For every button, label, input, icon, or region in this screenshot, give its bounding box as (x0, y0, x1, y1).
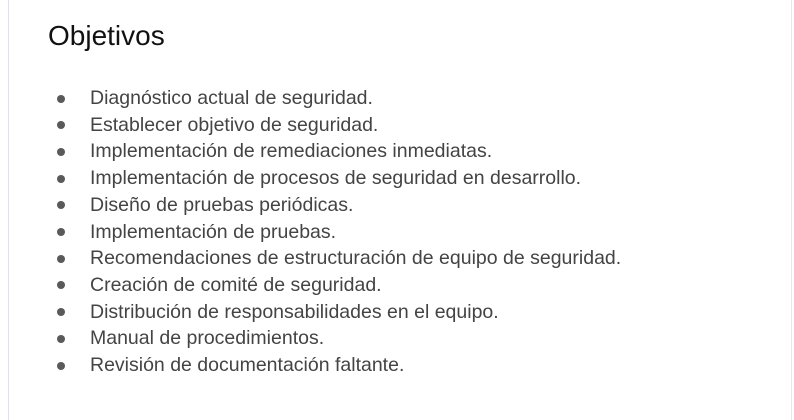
list-item-text: Implementación de pruebas. (90, 220, 337, 243)
bullet-dot-icon (57, 335, 65, 343)
list-item (0, 165, 621, 192)
bullet-dot-icon (57, 362, 65, 370)
list-item (0, 272, 621, 299)
list-item-text: Diseño de pruebas periódicas. (90, 193, 354, 216)
list-item-text: Revisión de documentación faltante. (90, 354, 405, 377)
list-item (0, 352, 621, 379)
list-item (0, 85, 621, 112)
objectives-list (0, 85, 621, 379)
bullet-dot-icon (57, 228, 65, 236)
bullet-dot-icon (57, 281, 65, 289)
page-right-border (791, 0, 792, 420)
list-item (0, 138, 621, 165)
list-item-text: Establecer objetivo de seguridad. (90, 113, 379, 136)
list-item (0, 112, 621, 139)
list-item-text: Implementación de procesos de seguridad en desarrollo. (90, 167, 582, 190)
list-item (0, 299, 621, 326)
bullet-dot-icon (57, 95, 65, 103)
list-item (0, 219, 621, 246)
list-item-text: Diagnóstico actual de seguridad. (90, 87, 373, 109)
bullet-dot-icon (57, 308, 65, 316)
page-title: Objetivos (48, 20, 165, 51)
list-item (0, 192, 621, 219)
bullet-dot-icon (57, 175, 65, 183)
list-item-text: Recomendaciones de estructuración de equipo de seguridad. (90, 247, 622, 270)
bullet-dot-icon (57, 255, 65, 263)
list-item (0, 245, 621, 272)
list-item-text: Creación de comité de seguridad. (90, 273, 382, 296)
bullet-dot-icon (57, 201, 65, 209)
list-item-text: Manual de procedimientos. (90, 327, 325, 350)
bullet-dot-icon (57, 121, 65, 129)
list-item-text: Implementación de remediaciones inmediatas. (90, 140, 493, 163)
bullet-dot-icon (57, 148, 65, 156)
list-item (0, 325, 621, 352)
list-item-text: Distribución de responsabilidades en el equipo. (90, 300, 499, 323)
